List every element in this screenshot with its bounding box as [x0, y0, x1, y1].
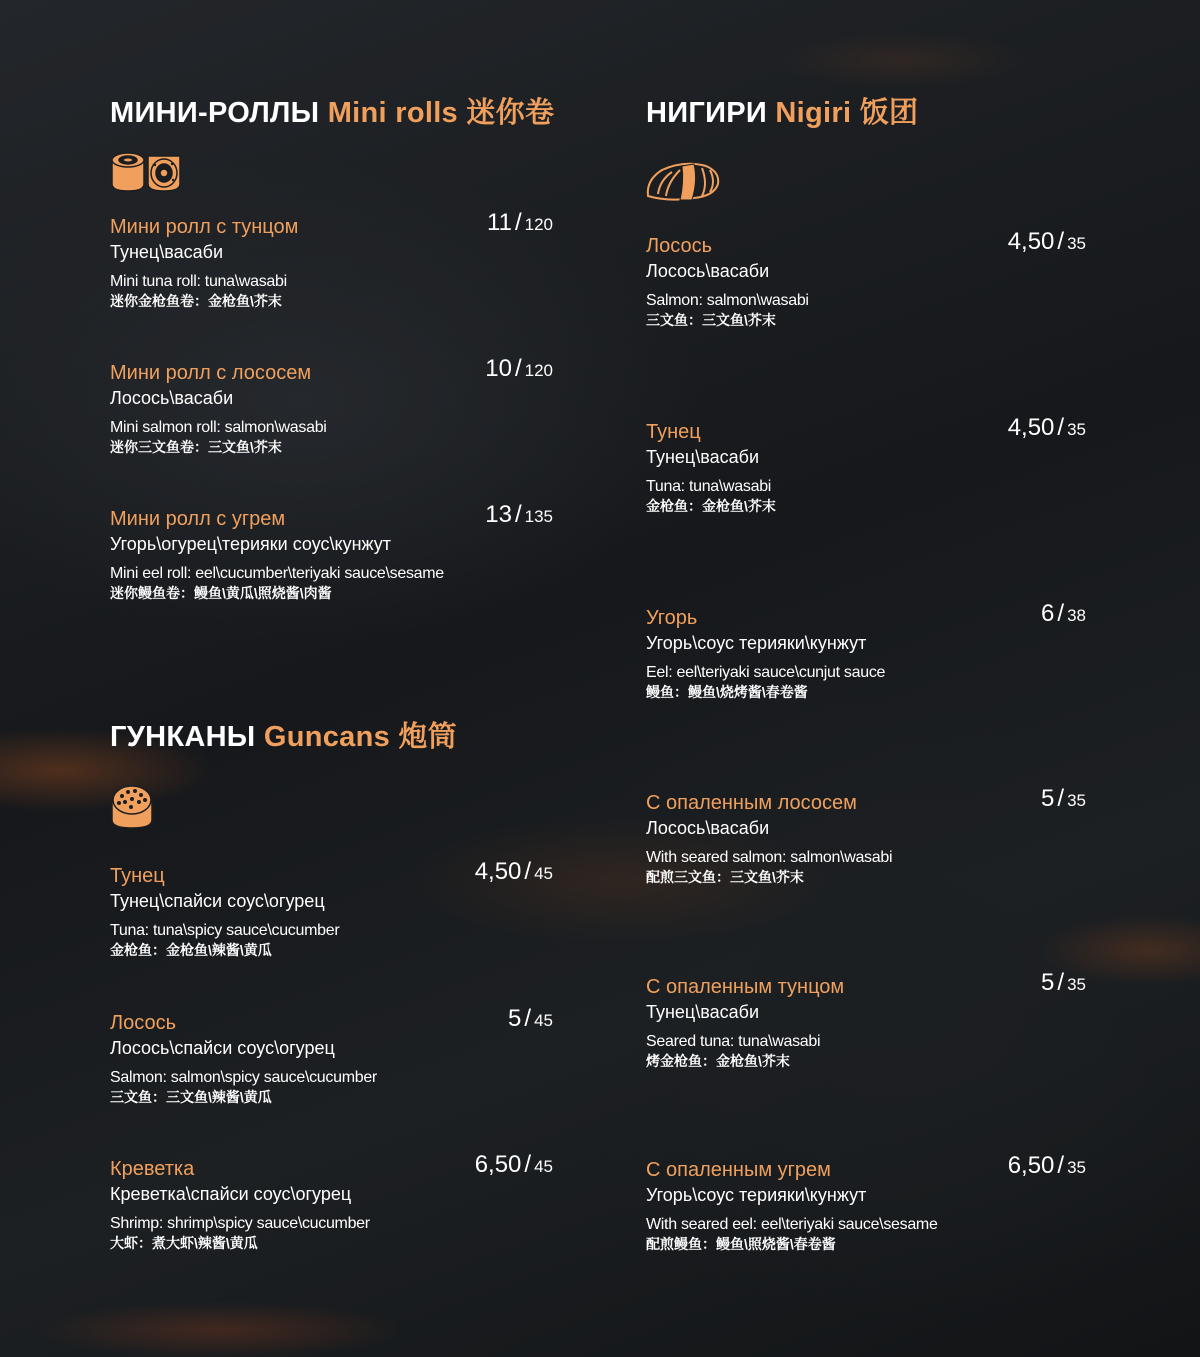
weight-value: 35	[1067, 234, 1086, 253]
item-description-cn: 三文鱼：三文鱼\辣酱\黄瓜	[110, 1089, 272, 1105]
price-value: 6,50	[1007, 1152, 1055, 1179]
menu-item	[646, 414, 1086, 515]
section-title-guncans	[110, 714, 457, 755]
item-ingredients-ru: Угорь\огурец\терияки соус\кунжут	[110, 534, 392, 554]
item-description-en: With seared eel: eel\teriyaki sauce\sesame	[646, 1216, 938, 1233]
item-ingredients-ru: Лосось\васаби	[646, 818, 770, 838]
item-ingredients-ru: Лосось\васаби	[110, 388, 234, 408]
section-title-nigiri	[646, 90, 918, 131]
price-value: 4,50	[1007, 414, 1055, 441]
item-price: 5 / 35	[1041, 969, 1086, 996]
weight-value: 135	[524, 507, 553, 526]
item-name: Тунец	[110, 865, 165, 887]
title-en: Nigiri	[775, 97, 852, 129]
section-title-mini-rolls	[110, 90, 554, 131]
price-value: 4,50	[474, 858, 522, 885]
title-cn: 饭团	[859, 97, 919, 129]
item-description-cn: 三文鱼：三文鱼\芥末	[646, 312, 776, 328]
title-cn: 炮筒	[398, 721, 458, 753]
weight-value: 35	[1067, 791, 1086, 810]
item-price: 11 / 120	[487, 209, 553, 236]
weight-value: 120	[524, 215, 553, 234]
item-ingredients-ru: Тунец\васаби	[646, 1002, 759, 1022]
item-price: 6,50 / 45	[474, 1151, 553, 1178]
price-value: 13	[485, 501, 512, 528]
item-description-en: Mini salmon roll: salmon\wasabi	[110, 419, 327, 436]
menu-item	[110, 858, 553, 959]
item-price: 5 / 35	[1041, 785, 1086, 812]
item-ingredients-ru: Креветка\спайси соус\огурец	[110, 1184, 352, 1204]
item-description-en: Mini tuna roll: tuna\wasabi	[110, 273, 287, 290]
item-ingredients-ru: Тунец\спайси соус\огурец	[110, 891, 325, 911]
item-name: С опаленным тунцом	[646, 976, 845, 998]
price-value: 4,50	[1007, 228, 1055, 255]
gunkan-icon	[110, 782, 154, 830]
item-description-cn: 迷你金枪鱼卷：金枪鱼\芥末	[110, 293, 282, 309]
menu-item	[646, 1152, 1086, 1253]
menu-item	[110, 1151, 553, 1252]
item-description-en: Seared tuna: tuna\wasabi	[646, 1033, 821, 1050]
item-price: 10 / 120	[485, 355, 553, 382]
item-ingredients-ru: Тунец\васаби	[646, 447, 759, 467]
item-description-cn: 大虾：煮大虾\辣酱\黄瓜	[110, 1235, 258, 1251]
weight-value: 38	[1067, 606, 1086, 625]
title-ru: МИНИ-РОЛЛЫ	[110, 97, 320, 129]
price-value: 6,50	[474, 1151, 522, 1178]
item-price: 13 / 135	[485, 501, 553, 528]
item-description-en: Salmon: salmon\wasabi	[646, 292, 809, 309]
price-value: 11	[487, 209, 512, 236]
price-value: 6	[1041, 600, 1055, 627]
item-description-cn: 金枪鱼：金枪鱼\芥末	[646, 498, 776, 514]
item-name: Мини ролл с тунцом	[110, 216, 299, 238]
price-value: 5	[1041, 969, 1055, 996]
item-description-en: With seared salmon: salmon\wasabi	[646, 849, 893, 866]
menu-item	[110, 355, 553, 456]
weight-value: 35	[1067, 975, 1086, 994]
item-name: Креветка	[110, 1158, 195, 1180]
item-description-cn: 迷你鳗鱼卷：鳗鱼\黄瓜\照烧酱\肉酱	[110, 585, 332, 601]
title-en: Mini rolls	[327, 97, 458, 129]
price-value: 10	[485, 355, 512, 382]
roll-icon	[110, 150, 182, 194]
item-price: 4,50 / 35	[1007, 414, 1086, 441]
item-description-en: Shrimp: shrimp\spicy sauce\cucumber	[110, 1215, 370, 1232]
item-price: 5 / 45	[508, 1005, 553, 1032]
item-ingredients-ru: Лосось\васаби	[646, 261, 770, 281]
item-description-en: Tuna: tuna\spicy sauce\cucumber	[110, 922, 340, 939]
item-description-en: Mini eel roll: eel\cucumber\teriyaki sauce\sesame	[110, 565, 444, 582]
item-name: С опаленным угрем	[646, 1159, 831, 1181]
menu-item	[110, 501, 553, 602]
item-ingredients-ru: Угорь\соус терияки\кунжут	[646, 1185, 867, 1205]
item-description-cn: 烤金枪鱼：金枪鱼\芥末	[646, 1053, 790, 1069]
weight-value: 35	[1067, 1158, 1086, 1177]
menu-item	[646, 600, 1086, 701]
item-name: Тунец	[646, 421, 701, 443]
weight-value: 45	[534, 1157, 553, 1176]
weight-value: 120	[524, 361, 553, 380]
menu-item	[110, 1005, 553, 1106]
nigiri-icon	[644, 158, 722, 204]
item-ingredients-ru: Лосось\спайси соус\огурец	[110, 1038, 335, 1058]
weight-value: 45	[534, 1011, 553, 1030]
item-description-cn: 金枪鱼：金枪鱼\辣酱\黄瓜	[110, 942, 272, 958]
item-description-cn: 配煎三文鱼：三文鱼\芥末	[646, 869, 804, 885]
item-name: С опаленным лососем	[646, 792, 857, 814]
item-price: 4,50 / 35	[1007, 228, 1086, 255]
price-value: 5	[508, 1005, 522, 1032]
title-cn: 迷你卷	[466, 97, 555, 129]
title-ru: ГУНКАНЫ	[110, 721, 256, 753]
item-description-cn: 配煎鳗鱼：鳗鱼\照烧酱\春卷酱	[646, 1236, 836, 1252]
weight-value: 45	[534, 864, 553, 883]
price-value: 5	[1041, 785, 1055, 812]
item-name: Лосось	[110, 1012, 177, 1034]
title-ru: НИГИРИ	[646, 97, 768, 129]
menu-item	[646, 228, 1086, 329]
menu-item	[646, 969, 1086, 1070]
item-name: Лосось	[646, 235, 713, 257]
item-name: Мини ролл с лососем	[110, 362, 312, 384]
item-description-cn: 鳗鱼：鳗鱼\烧烤酱\春卷酱	[646, 684, 808, 700]
item-price: 6 / 38	[1041, 600, 1086, 627]
menu-item	[646, 785, 1086, 886]
weight-value: 35	[1067, 420, 1086, 439]
item-price: 6,50 / 35	[1007, 1152, 1086, 1179]
item-price: 4,50 / 45	[474, 858, 553, 885]
item-name: Мини ролл с угрем	[110, 508, 286, 530]
item-ingredients-ru: Тунец\васаби	[110, 242, 223, 262]
item-description-en: Eel: eel\teriyaki sauce\cunjut sauce	[646, 664, 886, 681]
item-ingredients-ru: Угорь\соус терияки\кунжут	[646, 633, 867, 653]
item-name: Угорь	[646, 607, 698, 629]
item-description-en: Salmon: salmon\spicy sauce\cucumber	[110, 1069, 377, 1086]
menu-item	[110, 209, 553, 310]
item-description-en: Tuna: tuna\wasabi	[646, 478, 772, 495]
item-description-cn: 迷你三文鱼卷：三文鱼\芥末	[110, 439, 282, 455]
title-en: Guncans	[263, 721, 391, 753]
